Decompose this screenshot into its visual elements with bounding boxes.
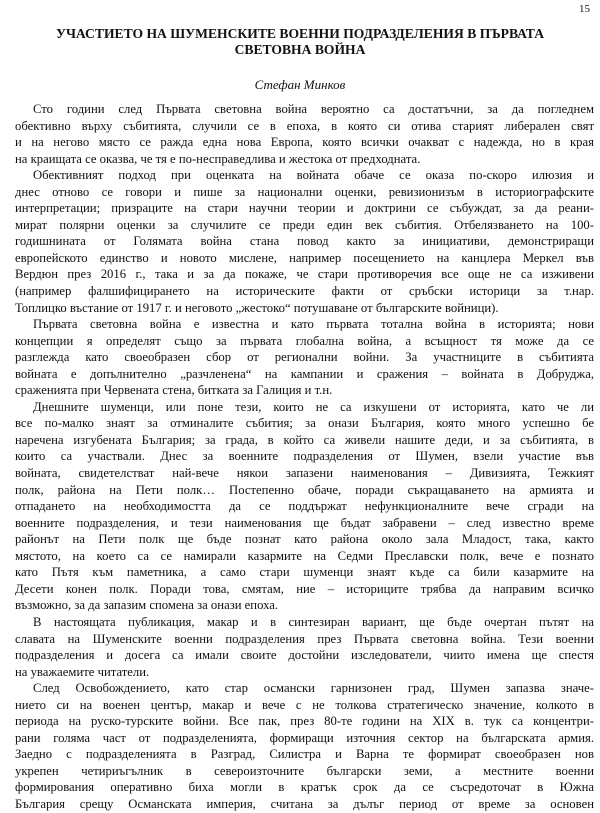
text-line: обективно върху събитията, случили се в епоха, в която си отива старият либерален свят	[15, 118, 594, 133]
text-line: концепции я определят също за първата глобална война, а всъщност тя може да се	[15, 333, 594, 348]
text-line: като Пътя към паметника, а само стари шуменци знаят къде са били казармите на	[15, 565, 594, 580]
text-line: годишнината от Голямата война стана повод както за инициативи, демонстриращи	[15, 234, 594, 249]
text-line: войната е допълнително „разчленена“ на кампании и сражения – войната в Добруджа,	[15, 366, 594, 381]
text-line: След Освобождението, като стар османски гарнизонен град, Шумен запазва значе-	[33, 681, 594, 696]
text-line: Десети конен полк. Поради това, смятам, ние – историците трябва да направим всичко	[15, 581, 594, 596]
text-line: мястото, на което са се намирали казармите на Седми Преславски полк, вече е познато	[15, 548, 594, 563]
title-line: СВЕТОВНА ВОЙНА	[234, 42, 366, 57]
text-line: Топлицко въстание от 1917 г. и неговото „жестоко“ потушаване от българските войници).	[15, 300, 499, 315]
text-line: България срещу Османската империя, считана за дълъг период от време за основен	[15, 796, 594, 811]
text-line: В настоящата публикация, макар и в синтезиран вариант, ще бъде очертан пътят на	[33, 614, 594, 629]
article-body	[15, 101, 594, 813]
text-line: полк, района на Пети полк… Постепенно обаче, поради съкращаването на армията и	[15, 482, 594, 497]
text-line: и на негово място се ражда една нова Европа, която всички очакват с надежда, но в края	[15, 135, 594, 150]
text-line: Вердюн през 2016 г., така и за да покаже, че стари противоречия все още не са изживени	[15, 267, 594, 282]
text-line: на уважаемите читатели.	[15, 664, 150, 679]
text-line: мират полярни оценки за случилите се преди един век събития. Отбелязването на 100-	[15, 217, 594, 232]
text-line: (например фалшифицирането на историческите факти от сръбски историци за т.нар.	[15, 284, 594, 299]
text-line: Първата световна война е известна и като първата тотална война в историята; нови	[33, 317, 594, 332]
text-line: разглежда като своеобразен сбор от регионални войни. За участниците в събитията	[15, 350, 594, 365]
text-line: интерпретации; призраците на стари научни теории и доктрини се събуждат, за да реани-	[15, 201, 594, 216]
text-line: формирования оперативно биха могли в кратък срок да се съсредоточат в Южна	[15, 780, 594, 795]
article-title	[0, 26, 600, 58]
text-line: европейското единство и новото мислене, например посещението на канцлера Меркел във	[15, 250, 594, 265]
text-line: славата на Шуменските военни подразделения през Първата световна война. Тези военни	[15, 631, 594, 646]
text-line: укрепен четириъгълник в североизточните български земи, а местните военни	[15, 763, 594, 778]
text-line: Сто години след Първата световна война вероятно са достатъчни, за да погледнем	[33, 102, 594, 116]
text-line: военните подразделения, и тези наименования ще бъдат забравени – след известно време	[15, 515, 594, 530]
text-line: войната, свидетелстват най-вече някои запазени наименования – Дивизията, Тежкият	[15, 466, 594, 481]
text-line: все по-малко знаят за отминалите събития; за онази България, която много успешно бе	[15, 416, 594, 431]
text-line: Заедно с подразделенията в Разград, Силистра и Варна те формират своеобразен нов	[15, 747, 594, 762]
text-line: наречена изгубената България; за града, в който са живели нашите деди, и за събитията, в	[15, 432, 594, 447]
text-line: подразделения и досега са имали своите достойни изследователи, чиито имена ще спестя	[15, 648, 594, 663]
text-line: рани голяма част от подразделенията, формиращи източния сектор на българската армия.	[15, 730, 594, 745]
text-line: днес отново се говори и пише за национални оценки, ревизионизъм в историографските	[15, 184, 594, 199]
text-line: Обективният подход при оценката на войната обаче се оказа по-скоро илюзия и	[33, 168, 594, 183]
text-line: нието си на военен център, макар и вече с не толкова стратегическо значение, колкото в	[15, 697, 594, 712]
text-line: на краищата се оказва, че тя е по-несправедлива и жестока от предходната.	[15, 151, 421, 166]
text-line: Днешните шуменци, или поне тези, които не са изкушени от историята, като че ли	[33, 399, 594, 414]
text-line: отпадането на необходимостта да се поддържат нефункционалните вече сгради на	[15, 499, 594, 514]
text-line: периода на руско-турските войни. Все пак, през 80-те години на XIX в. тук са концентри-	[15, 714, 594, 729]
text-line: сраженията при Червената стена, битката за Галиция и т.н.	[15, 383, 333, 398]
text-line: които са участвали. Днес за военните подразделения от Шумен, взели участие във	[15, 449, 594, 464]
title-line: УЧАСТИЕТО НА ШУМЕНСКИТЕ ВОЕННИ ПОДРАЗДЕЛЕНИЯ В ПЪРВАТА	[55, 26, 545, 41]
text-line: възможно, за да запазим спомена за онази епоха.	[15, 598, 279, 613]
author-name: Стефан Минков	[254, 77, 346, 92]
text-line: районът на Пети полк ще бъде познат като района около зала Младост, така, както	[15, 532, 594, 547]
page-number: 15	[579, 3, 590, 15]
